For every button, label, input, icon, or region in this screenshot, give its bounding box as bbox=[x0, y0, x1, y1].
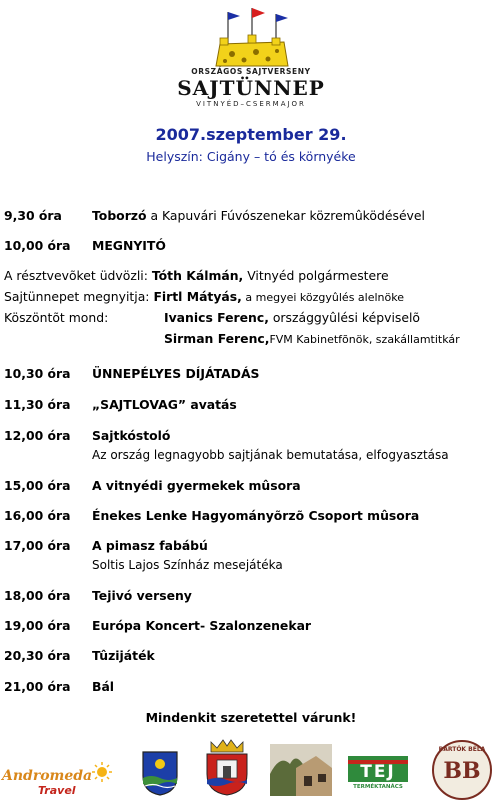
program-time: 21,00 óra bbox=[4, 679, 71, 694]
building-photo-icon bbox=[270, 744, 332, 796]
program-title: „SAJTLOVAG” avatás bbox=[92, 397, 237, 412]
program-detail: a Kapuvári Fúvószenekar közremûködésével bbox=[146, 208, 425, 223]
speaker-label: A résztvevõket üdvözli: bbox=[4, 268, 148, 283]
speaker-role: országgyûlési képviselõ bbox=[268, 310, 420, 325]
tej-subtitle: TERMÉKTANÁCS bbox=[353, 784, 403, 790]
program-item bbox=[4, 588, 192, 603]
program-time: 15,00 óra bbox=[4, 478, 71, 493]
seal-name: BARTÓK BÉLA bbox=[438, 746, 486, 753]
program-title: Sajtkóstoló bbox=[92, 428, 171, 443]
speaker-label: Sajtünnepet megnyitja: bbox=[4, 289, 150, 304]
org-subtitle: ORSZÁGOS SAJTVERSENY bbox=[191, 67, 311, 76]
sun-icon bbox=[92, 762, 112, 782]
program-title: Tûzijáték bbox=[92, 648, 155, 663]
program-item bbox=[4, 428, 170, 443]
program-item bbox=[4, 648, 155, 663]
program-title: MEGNYITÓ bbox=[92, 238, 166, 253]
program-item bbox=[4, 208, 425, 223]
speaker-name: Tóth Kálmán, bbox=[151, 268, 244, 283]
speaker-greets-2 bbox=[164, 331, 460, 346]
speaker-label: Köszöntõt mond: bbox=[4, 310, 109, 325]
program-item bbox=[4, 478, 301, 493]
program-item bbox=[4, 679, 114, 694]
program-item bbox=[4, 397, 237, 412]
program-item bbox=[4, 538, 208, 553]
event-date: 2007.szeptember 29. bbox=[155, 125, 347, 144]
program-item bbox=[4, 238, 166, 253]
andromeda-wordmark: Andromeda bbox=[2, 768, 93, 784]
program-time: 10,00 óra bbox=[4, 238, 71, 253]
program-title: ÜNNEPÉLYES DÍJÁTADÁS bbox=[92, 366, 260, 381]
program-title: A pimasz fabábú bbox=[92, 538, 208, 553]
speaker-name: Ivanics Ferenc, bbox=[164, 310, 269, 325]
speaker-name: Firtl Mátyás, bbox=[153, 289, 242, 304]
county-coat-of-arms-icon bbox=[203, 738, 251, 796]
bartok-bela-school-seal bbox=[432, 740, 492, 800]
tej-wordmark: TEJ bbox=[360, 762, 396, 782]
program-time: 16,00 óra bbox=[4, 508, 71, 523]
program-time: 19,00 óra bbox=[4, 618, 71, 633]
speaker-name: Sirman Ferenc, bbox=[164, 331, 270, 346]
speaker-opens bbox=[4, 289, 404, 304]
program-title: Toborzó bbox=[92, 208, 147, 223]
speaker-welcome bbox=[4, 268, 389, 283]
event-venue: Helyszín: Cigány – tó és környéke bbox=[146, 149, 356, 164]
festival-title: SAJTÜNNEP bbox=[177, 76, 325, 100]
program-item bbox=[4, 618, 311, 633]
program-time: 9,30 óra bbox=[4, 208, 62, 223]
festival-location: VITNYÉD–CSERMAJOR bbox=[196, 100, 306, 108]
closing-message: Mindenkit szeretettel várunk! bbox=[145, 710, 357, 725]
program-title: Tejivó verseny bbox=[92, 588, 192, 603]
program-title: A vitnyédi gyermekek mûsora bbox=[92, 478, 301, 493]
program-item bbox=[4, 508, 419, 523]
program-time: 18,00 óra bbox=[4, 588, 71, 603]
program-time: 12,00 óra bbox=[4, 428, 71, 443]
program-title: Európa Koncert- Szalonzenekar bbox=[92, 618, 312, 633]
program-item bbox=[4, 366, 259, 381]
cheese-festival-logo bbox=[210, 8, 294, 70]
program-time: 11,30 óra bbox=[4, 397, 71, 412]
vitnyed-coat-of-arms-icon bbox=[141, 750, 179, 796]
program-time: 20,30 óra bbox=[4, 648, 71, 663]
andromeda-travel-logo bbox=[2, 768, 114, 798]
speaker-role: Vitnyéd polgármestere bbox=[243, 268, 389, 283]
program-title: Bál bbox=[92, 679, 115, 694]
speaker-role: a megyei közgyûlés alelnöke bbox=[241, 291, 404, 304]
program-subtitle: Soltis Lajos Színház mesejátéka bbox=[92, 558, 283, 572]
speaker-greets bbox=[4, 310, 420, 325]
program-time: 10,30 óra bbox=[4, 366, 71, 381]
travel-wordmark: Travel bbox=[38, 784, 76, 797]
program-time: 17,00 óra bbox=[4, 538, 71, 553]
program-subtitle: Az ország legnagyobb sajtjának bemutatása, elfogyasztása bbox=[92, 448, 449, 462]
speaker-role: FVM Kabinetfõnök, szakállamtitkár bbox=[269, 333, 460, 346]
program-title: Énekes Lenke Hagyományõrzõ Csoport mûsora bbox=[92, 508, 420, 523]
seal-monogram: BB bbox=[443, 758, 481, 784]
tej-termektanacs-logo bbox=[348, 756, 408, 796]
